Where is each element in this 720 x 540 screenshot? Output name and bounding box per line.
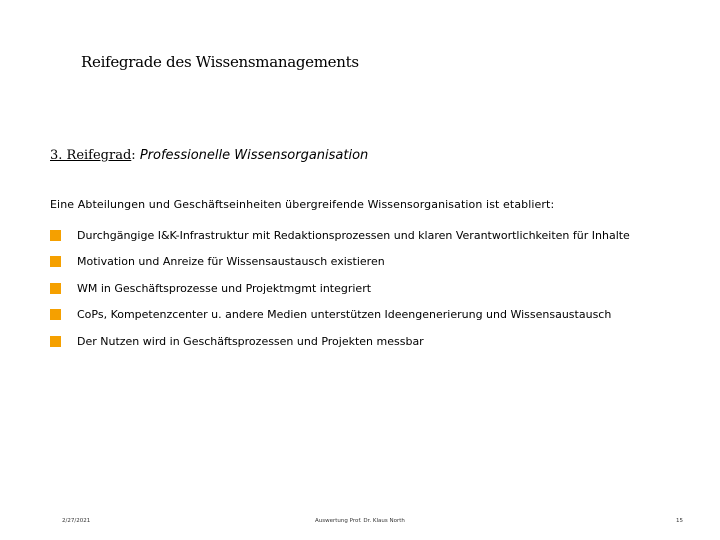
square-bullet-icon — [50, 230, 61, 241]
maturity-level-heading — [50, 148, 368, 163]
level-name: Professionelle Wissensorganisation — [139, 148, 369, 163]
list-item — [50, 302, 630, 329]
bullet-text: Der Nutzen wird in Geschäftsprozessen und Projekten messbar — [77, 334, 424, 348]
list-item — [50, 222, 630, 249]
square-bullet-icon — [50, 256, 61, 267]
bullet-text: WM in Geschäftsprozesse und Projektmgmt integriert — [77, 281, 372, 295]
bullet-text: Motivation und Anreize für Wissensaustausch existieren — [77, 255, 385, 269]
level-number: 3. Reifegrad — [50, 148, 132, 163]
page-number: 15 — [676, 518, 683, 524]
footer-author: Auswertung Prof. Dr. Klaus North — [315, 518, 405, 524]
bullet-text: Durchgängige I&K-Infrastruktur mit Redaktionsprozessen und klaren Verantwortlichkeiten für Inhalte — [77, 228, 630, 242]
bullet-text: CoPs, Kompetenzcenter u. andere Medien unterstützen Ideengenerierung und Wissensaustausch — [77, 308, 612, 322]
list-item — [50, 249, 630, 276]
square-bullet-icon — [50, 309, 61, 320]
level-separator: : — [131, 148, 136, 163]
square-bullet-icon — [50, 336, 61, 347]
footer-date: 2/27/2021 — [62, 518, 91, 524]
list-item — [50, 275, 630, 302]
intro-text: Eine Abteilungen und Geschäftseinheiten übergreifende Wissensorganisation ist etabliert: — [50, 198, 555, 211]
list-item — [50, 328, 630, 355]
square-bullet-icon — [50, 283, 61, 294]
bullet-list — [50, 222, 630, 355]
slide-title: Reifegrade des Wissensmanagements — [81, 53, 359, 71]
